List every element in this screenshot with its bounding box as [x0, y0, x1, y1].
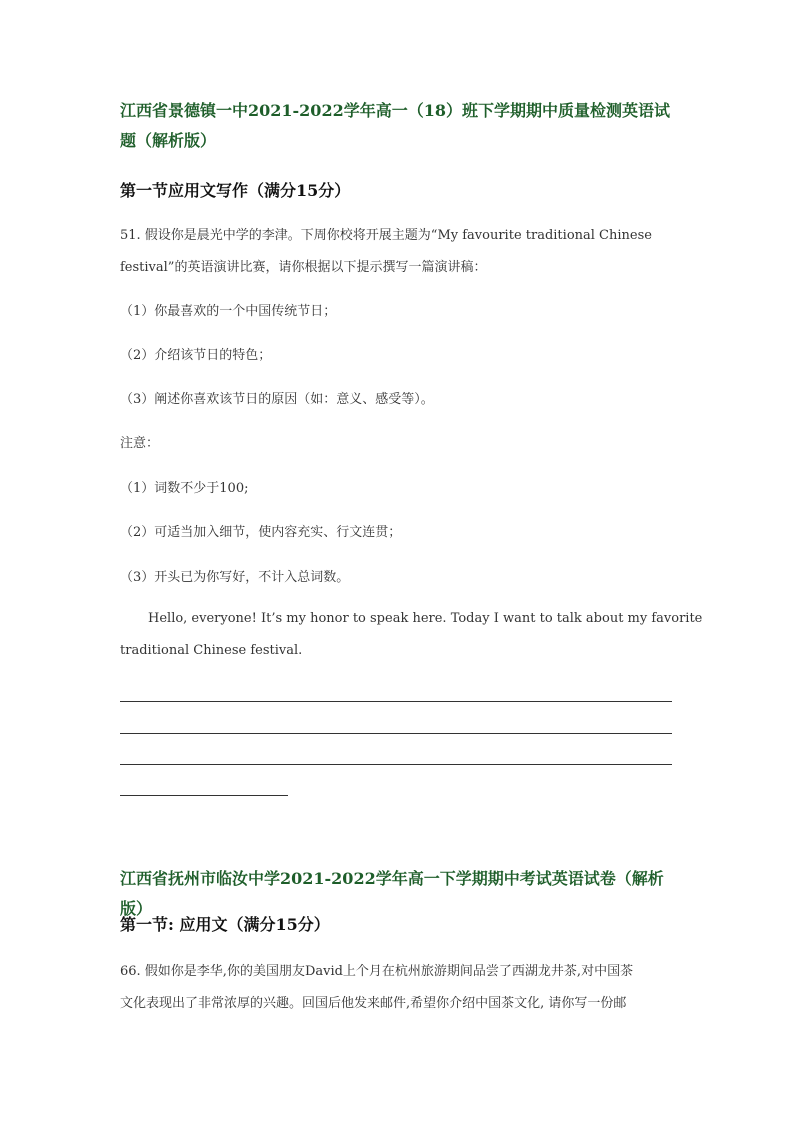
doc1-note-3: （3）开头已为你写好，不计入总词数。 [120, 570, 350, 585]
doc2-question-line-2: 文化表现出了非常浓厚的兴趣。回国后他发来邮件,希望你介绍中国茶文化, 请你写一份邮 [120, 996, 627, 1011]
doc1-notes-label: 注意： [120, 436, 160, 451]
doc1-note-1: （1）词数不少于100; [120, 481, 249, 496]
doc1-opening-line-1: Hello, everyone! It’s my honor to speak here. Today I want to talk about my favorite [148, 611, 703, 626]
doc1-section-heading: 第一节应用文写作（满分15分） [120, 181, 351, 200]
doc1-prompt-1: （1）你最喜欢的一个中国传统节日； [120, 304, 337, 319]
answer-line [120, 733, 672, 734]
doc1-question-line-2: festival”的英语演讲比赛，请你根据以下提示撰写一篇演讲稿： [120, 260, 487, 275]
answer-line-short [120, 795, 288, 796]
doc1-prompt-3: （3）阐述你喜欢该节日的原因（如：意义、感受等）。 [120, 392, 434, 407]
doc1-opening-line-2: traditional Chinese festival. [120, 643, 303, 658]
doc1-source-title: 江西省景德镇一中2021-2022学年高一（18）班下学期期中质量检测英语试题（解析版） [120, 101, 670, 150]
doc1-question-line-1: 51. 假设你是晨光中学的李津。下周你校将开展主题为“My favourite traditional Chinese [120, 228, 652, 243]
doc2-question-line-1: 66. 假如你是李华,你的美国朋友David上个月在杭州旅游期间品尝了西湖龙井茶,对中国茶 [120, 964, 634, 979]
doc1-prompt-2: （2）介绍该节日的特色； [120, 348, 272, 363]
doc2-section-heading: 第一节: 应用文（满分15分） [120, 915, 330, 934]
doc2-source-title: 江西省抚州市临汝中学2021-2022学年高一下学期期中考试英语试卷（解析版） [120, 869, 664, 918]
doc1-note-2: （2）可适当加入细节，使内容充实、行文连贯； [120, 525, 402, 540]
answer-line [120, 764, 672, 765]
answer-line [120, 701, 672, 702]
